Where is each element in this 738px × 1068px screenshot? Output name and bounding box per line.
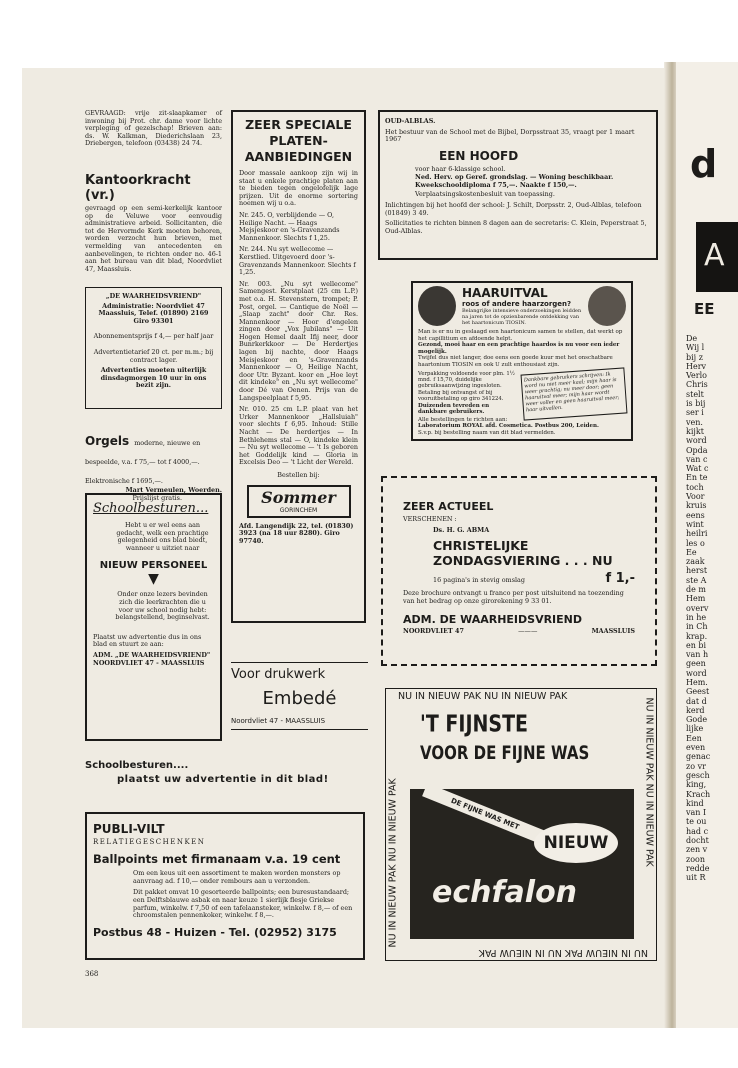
haar-s6: Duizenden tevreden en dankbare gebruikers. xyxy=(418,402,490,416)
sommer-name: Sommer xyxy=(261,487,336,507)
gevraagd-ad: GEVRAAGD: vrije zit-slaapkamer of inwoning bij Prot. chr. dame voor lichte verpleging of gezelschap! Brieven aan: ds. W. Kalkman, Diederichslaan 23, Driebergen, telefoon (03438) 24 74. xyxy=(85,109,222,148)
embede-voor: Voor drukwerk xyxy=(231,667,326,682)
sb-adm: ADM. „DE WAARHEIDSVRIEND" NOORDVLIET 47 - MAASSLUIS xyxy=(93,650,211,667)
rp-line: kijkt xyxy=(686,426,704,436)
rp-line: redde xyxy=(686,863,710,873)
rp-line: is bij xyxy=(686,399,706,409)
rp-line: lijke xyxy=(686,724,704,734)
rp-line: zaak xyxy=(686,557,705,567)
rp-text-column xyxy=(686,334,738,883)
sb-script: Schoolbesturen... xyxy=(93,501,209,516)
publivilt-p2: Dit pakket omvat 10 gesorteerde ballpoints; een buresustandaard; een Delftsblauwe asbak en naar keuze 1 sierlijk flesje Griekse parfum, winkelw. f 7,50 of een tafelaansteker, winkelw. f 8,— of een chroomstalen pennenkoker, winkelw. f 8,—. xyxy=(133,888,353,920)
woman-photo-icon xyxy=(588,286,626,326)
kantoor-title: Kantoorkracht (vr.) xyxy=(85,173,191,203)
haar-s2: Man is er nu in geslaagd een haartonicum samen te stellen, dat werkt op het capillitium en afdoende helpt. xyxy=(418,329,623,342)
haar-svp: S.v.p. bij bestelling naam van dit blad vermelden. xyxy=(418,429,556,436)
haar-s7: Alle bestellingen te richten aan: xyxy=(418,416,508,423)
publivilt-foot: Postbus 48 - Huizen - Tel. (02952) 3175 xyxy=(93,925,337,939)
orgels-body: moderne, nieuwe en bespeelde, v.a. f 75,— tot f 4000,—. Elektronische f 1695,—. xyxy=(85,439,201,485)
rp-line: bij z xyxy=(686,352,703,362)
rp-line: van I xyxy=(686,808,707,818)
oud-l2: Ned. Herv. op Geref. grondslag. — Woning beschikbaar. Kweekschooldiploma f 75,—. Naakte f 150,—. xyxy=(415,173,614,189)
rp-line: kruis xyxy=(686,501,707,511)
right-page-fragment xyxy=(676,62,738,1028)
rp-line: stelt xyxy=(686,389,704,399)
platen-010: Nr. 010. 25 cm L.P. plaat van het Urker Mannenkoor „Hallsluiah" voor slechts f 6,95. Inhoud: Stille Nacht — De herdertjes — In Bethlehems stal — O, kindeke klein — Nu syt wellecome — 't Is geboren het Goddelijk kind — Gloria in Excelsis Deo — 't Licht der Wereld. xyxy=(239,405,358,467)
oud-l3: Verplaatsingskostenbesluit van toepassing. xyxy=(415,189,555,198)
rp-line: Een xyxy=(686,733,702,743)
rp-line: En te xyxy=(686,473,708,483)
sb-personeel: NIEUW PERSONEEL xyxy=(99,560,208,572)
rp-line: zo vr xyxy=(686,761,706,771)
page-number: 368 xyxy=(85,970,99,978)
nieuw-badge: NIEUW xyxy=(534,823,618,863)
rp-line: dat d xyxy=(686,696,707,706)
publivilt-title: PUBLI-VILT xyxy=(93,822,165,836)
orgels-ad xyxy=(85,430,222,502)
rp-ee: EE xyxy=(694,300,715,318)
rp-line: Wij l xyxy=(686,343,705,353)
rp-line: kind xyxy=(686,798,704,808)
rp-line: ser i xyxy=(686,408,704,418)
platen-bestel: Bestellen bij: xyxy=(277,470,320,479)
rp-line: geen xyxy=(686,659,706,669)
rp-line: uit R xyxy=(686,873,706,883)
haar-s1: Belangrijke intensieve onderzoekingen leidden na jaren tot de opzienbarende ontdekking van het haartonicum TIOSIN. xyxy=(462,308,582,326)
oud-head: EEN HOOFD xyxy=(439,148,519,163)
wv-deadline: Advertenties moeten uiterlijk dinsdagmorgen 10 uur in ons bezit zijn. xyxy=(100,366,207,390)
rp-line: van h xyxy=(686,650,709,660)
kantoor-body: gevraagd op een semi-kerkelijk kantoor op de Veluwe voor eenvoudig administratieve arbeid. Sollicitanten, die tot de Hervormde Kerk moeten behoren, worden verzocht hun brieven, met vermelding van antecedenten en aanbevelingen, te richten onder no. 46-1 aan het bureau van dit blad, Noordvliet 47, Maassluis. xyxy=(85,204,222,273)
publivilt-sub: RELATIEGESCHENKEN xyxy=(93,838,206,846)
rp-line: heilri xyxy=(686,529,708,539)
oud-l1: voor haar 6-klassige school. xyxy=(415,164,506,173)
rp-line: ven. xyxy=(686,417,703,427)
echfalon-ad xyxy=(385,688,657,961)
platen-title: ZEER SPECIALE PLATEN-AANBIEDINGEN xyxy=(244,117,353,164)
echfalon-h2: VOOR DE FIJNE WAS xyxy=(420,741,590,764)
waarheidsvriend-box xyxy=(85,287,222,409)
oud-info: Inlichtingen bij het hoofd der school: J. Schilt, Dorpsstr. 2, Oud-Alblas, telefoon (01849) 3 49. xyxy=(385,201,642,217)
rp-line: in he xyxy=(686,612,707,622)
rp-line: Hem. xyxy=(686,677,708,687)
rp-line: De xyxy=(686,334,698,343)
orgels-firm: Mart Vermeulen, Woerden. xyxy=(125,486,222,494)
rp-block-letter: A xyxy=(704,238,725,273)
rp-line: Ee xyxy=(686,547,697,557)
oud-place: OUD-ALBLAS. xyxy=(385,117,436,125)
echfalon-h1: 'T FIJNSTE xyxy=(420,711,529,738)
oud-sol: Sollicitaties te richten binnen 8 dagen aan de secretaris: C. Klein, Peperstraat 5, Oud-Alblas. xyxy=(385,219,647,235)
rp-line: wint xyxy=(686,519,704,529)
platen-003: Nr. 003. „Nu syt wellecome" Samengest. Kerstplaat (25 cm L.P.) met o.a. H. Stevenstern, trompet; P. Post, orgel. — Cantique de Noël — „Slaap zacht" door Chr. Res. Mannenkoor — Hoor d'engelen zingen door „Vox Jubilans" — Uit Hogen Hemel daalt Ifij neer, door Bunrkerkkoor — De Herdertjes lagen bij nachte, door Haags Meisjeskoor en 's-Gravenzands Mannenkoor — O, Heilige Nacht, door Utr. Byzant. koor en „Hoe leyt dit kindeke" en „Nu syt wellecome" door Dé van Oenen. Prijs van de Langspeelplaat f 5,95. xyxy=(239,279,358,402)
platen-address: Afd. Langendijk 22, tel. (01830) 3923 (na 18 uur 8280). Giro 97740. xyxy=(239,521,354,545)
haar-s5: Verpakking voldoende voor plm. 1½ mnd. f 15,70, duidelijke gebruiksaanwijzing ingesloten. Betaling bij ontvangst of bij vooruitbetaling op giro 341224. xyxy=(418,370,515,403)
actueel-addr: NOORDVLIET 47 xyxy=(403,627,464,636)
platen-245: Nr. 245. O, verblijdende — O, Heilige Nacht. — Haags Mejsjeskoor en 's-Gravenzands Mannenkoor. Slechts f 1,25. xyxy=(239,210,340,242)
platen-244: Nr. 244. Nu syt wellecome — Kerstlied. Uitgevoerd door 's-Gravenzands Mannenkoor. Slechts f 1,25. xyxy=(239,245,356,277)
oudalblas-box xyxy=(378,110,658,260)
actueel-desc: Deze brochure ontvangt u franco per post uitsluitend na toezending van het bedrag op onze girorekening 9 33 01. xyxy=(403,589,624,605)
rp-line: genac xyxy=(686,752,711,762)
wv-abon: Abonnementsprijs f 4,— per half jaar xyxy=(93,332,214,341)
band-bottom: NU IN NIEUW PAK NU IN NIEUW PAK xyxy=(478,947,648,958)
publivilt-p1: Om een keus uit een assortiment te maken worden monsters op aanvraag ad. f 10,— onder rembours aan u verzonden. xyxy=(133,869,341,885)
haar-s3: Gezond, mooi haar en een prachtige haardos is nu voor een ieder mogelijk. xyxy=(418,342,620,355)
haar-s4: Twijfel dus niet langer, doe eens een goede kuur met het onschatbare haartonium TIOSIN en ook U zult enthousiast zijn. xyxy=(418,355,613,368)
schoolbesturen-box xyxy=(85,493,222,741)
rp-line: eens xyxy=(686,510,705,520)
rp-line: king, xyxy=(686,780,707,790)
sb-arrow-icon: ▼ xyxy=(148,571,159,588)
actueel-title: ZEER ACTUEEL xyxy=(403,500,494,513)
rp-line: Krach xyxy=(686,789,711,799)
rp-line: van c xyxy=(686,454,708,464)
rp-line: de m xyxy=(686,585,706,595)
rp-line: Geest xyxy=(686,687,710,697)
rp-line: had c xyxy=(686,826,709,836)
actueel-pages: 16 pagina's in stevig omslag xyxy=(433,576,525,585)
rp-line: kerd xyxy=(686,705,705,715)
orgels-lead: Orgels xyxy=(85,434,130,448)
rp-line: krap. xyxy=(686,631,708,641)
haar-title: HAARUITVAL xyxy=(462,286,548,300)
wv-admin: Administratie: Noordvliet 47 Maassluis, Telef. (01890) 2169 Giro 93301 xyxy=(98,301,209,325)
rp-line: Chris xyxy=(686,380,708,390)
actueel-city: MAASSLUIS xyxy=(591,627,635,636)
rp-line: les o xyxy=(686,538,705,548)
rp-line: even xyxy=(686,743,706,753)
sb-plaatst: Plaatst uw advertentie dus in ons blad en stuurt ze aan: xyxy=(93,632,202,649)
rp-line: overv xyxy=(686,603,709,613)
rp-line: Gode xyxy=(686,715,708,725)
platen-box xyxy=(231,110,366,623)
actueel-author: Ds. H. G. ABMA xyxy=(433,525,490,534)
wv-title: „DE WAARHEIDSVRIEND" xyxy=(105,292,202,300)
actueel-t2: ZONDAGSVIERING . . . NU xyxy=(433,553,613,569)
rp-big-letter: d xyxy=(690,142,718,186)
orgels-prijs: Prijslijst gratis. xyxy=(132,493,182,502)
oud-intro: Het bestuur van de School met de Bijbel, Dorpsstraat 35, vraagt per 1 maart 1967 xyxy=(385,127,635,144)
embede-name: Embedé xyxy=(262,688,337,709)
haar-box xyxy=(411,281,633,441)
haar-lab: Laboratorium ROYAL afd. Cosmetica. Postbus 200, Leiden. xyxy=(418,423,599,430)
rp-line: te ou xyxy=(686,817,707,827)
haar-stamp: Dankbare gebruikers schrijven: Ik word nu niet meer kaal; mijn haar is weer prachtig; nu meer door; geen haaruitval meer; mijn haar wordt weer voller en geen haaruitval meer; haar uitvallen. xyxy=(521,367,628,420)
actueel-box xyxy=(381,476,657,666)
echfalon-ribbon: DE FIJNE WAS MET xyxy=(422,783,548,845)
embede-ad xyxy=(231,662,368,730)
actueel-dash: ——— xyxy=(518,627,538,636)
band-left: NU IN NIEUW PAK NU IN NIEUW PAK xyxy=(387,778,399,948)
echfalon-brand: echfalon xyxy=(432,875,578,910)
actueel-price: f 1,- xyxy=(605,571,635,587)
rp-line: zen v xyxy=(686,845,708,855)
sommer-city: GORINCHEM xyxy=(279,506,318,514)
rp-black-block xyxy=(696,222,738,292)
wv-tarief: Advertentietarief 20 ct. per m.m.; bij contract lager. xyxy=(93,347,214,364)
rp-line: Wat c xyxy=(686,464,709,474)
schoolbesturen-line2: plaatst uw advertentie in dit blad! xyxy=(117,774,329,785)
band-top: NU IN NIEUW PAK NU IN NIEUW PAK xyxy=(398,691,568,702)
sb-text2: Onder onze lezers bevinden zich die leerkrachten die u voor uw school nodig hebt: belangstellend, beginselvast. xyxy=(115,590,210,622)
rp-line: zoon xyxy=(686,854,705,864)
echfalon-package xyxy=(410,789,634,939)
rp-line: Opda xyxy=(686,445,708,455)
kantoor-ad xyxy=(85,173,222,273)
rp-line: word xyxy=(686,668,707,678)
rp-line: herst xyxy=(686,566,708,576)
platen-intro: Door massale aankoop zijn wij in staat u enkele prachtige platen aan te bieden tegen ongelofelijk lage prijzen. Uit de enorme sortering noemen wij u o.a. xyxy=(239,169,358,208)
rp-line: in Ch xyxy=(686,622,708,632)
man-photo-icon xyxy=(418,286,456,326)
actueel-t1: CHRISTELIJKE xyxy=(433,538,529,554)
actueel-adm: ADM. DE WAARHEIDSVRIEND xyxy=(403,613,583,627)
sommer-logo xyxy=(247,485,351,518)
publivilt-head: Ballpoints met firmanaam v.a. 19 cent xyxy=(93,852,341,867)
haar-question: roos of andere haarzorgen? xyxy=(462,300,572,308)
rp-line: toch xyxy=(686,482,704,492)
rp-line: Verlo xyxy=(686,371,707,381)
band-right: NU IN NIEUW PAK NU IN NIEUW PAK xyxy=(643,697,655,867)
sb-text1: Hebt u er wel eens aan gedacht, welk een prachtige gelegenheid ons blad biedt, wanneer u uitziet naar xyxy=(116,521,209,552)
rp-line: word xyxy=(686,436,707,446)
rp-line: gesch xyxy=(686,770,710,780)
rp-line: ste A xyxy=(686,575,707,585)
rp-line: en bi xyxy=(686,640,707,650)
rp-line: Hem xyxy=(686,594,706,604)
rp-line: docht xyxy=(686,836,709,846)
rp-line: Herv xyxy=(686,361,707,371)
actueel-verschenen: VERSCHENEN : xyxy=(403,515,457,523)
publivilt-box xyxy=(85,812,365,960)
rp-line: Voor xyxy=(686,492,705,502)
schoolbesturen-line1: Schoolbesturen.... xyxy=(85,760,189,771)
embede-addr: Noordvliet 47 - MAASSLUIS xyxy=(231,717,326,725)
